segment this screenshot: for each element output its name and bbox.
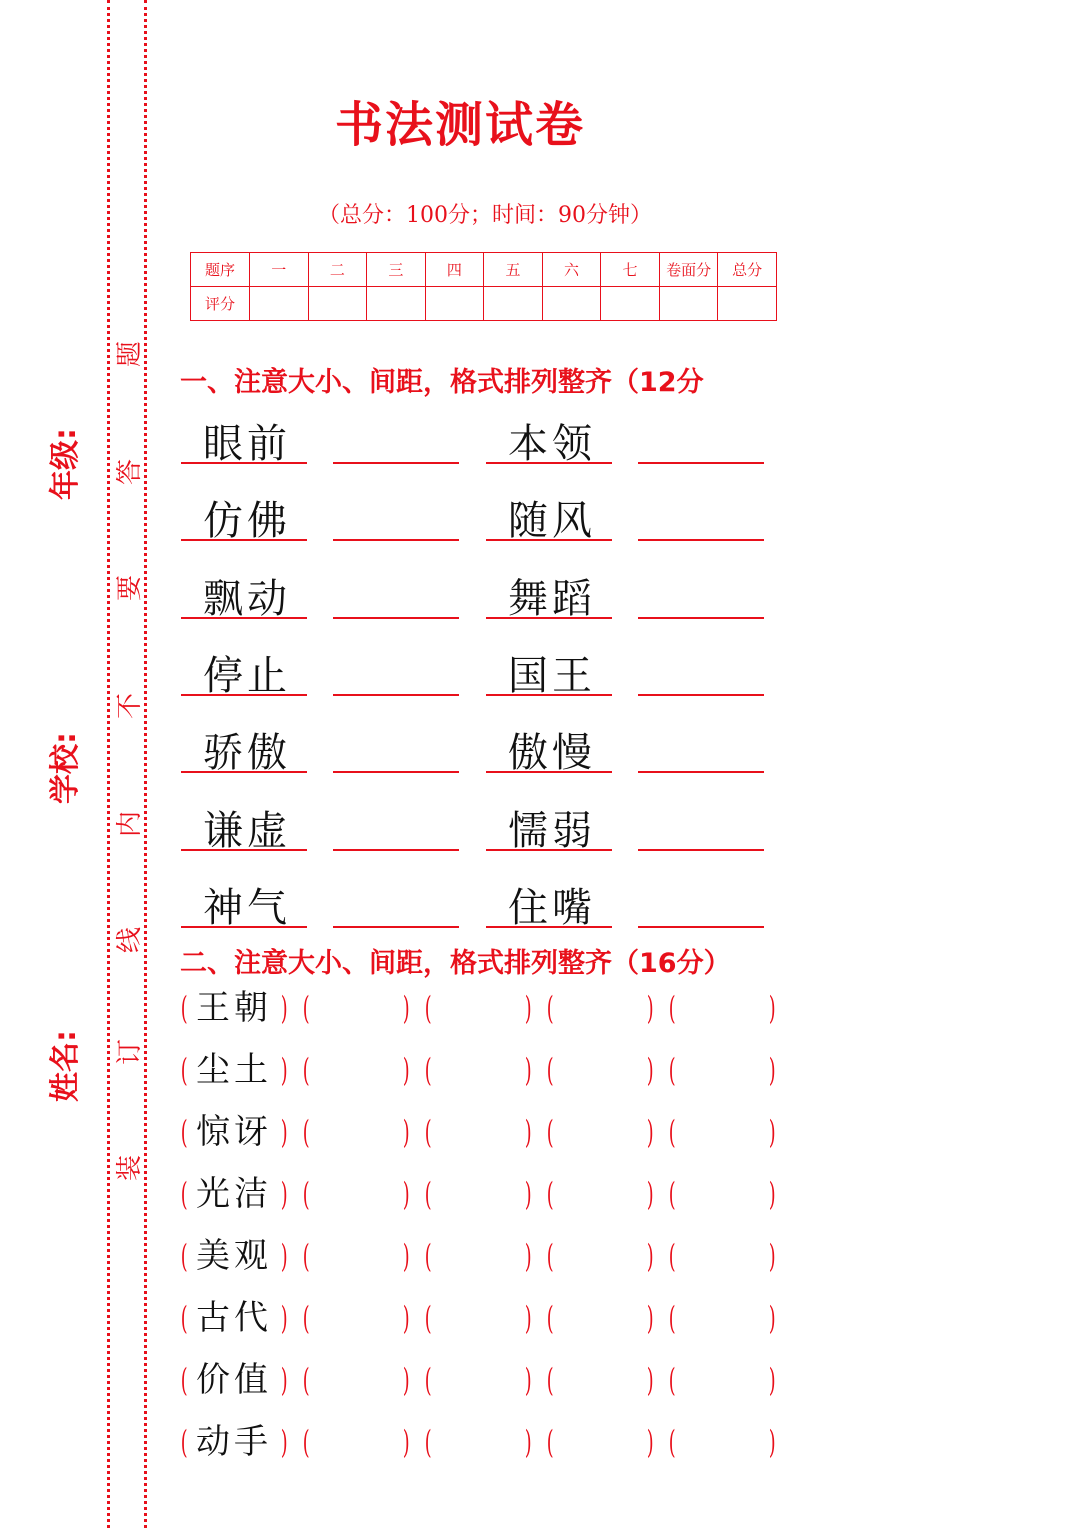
writing-box[interactable] <box>558 1114 644 1150</box>
writing-line[interactable] <box>638 539 764 541</box>
paren-open: ( <box>302 1361 310 1399</box>
score-table-header-cell: 三 <box>367 253 426 287</box>
model-word: 尘土 <box>196 1050 272 1090</box>
writing-box[interactable] <box>558 1300 644 1336</box>
paren-close: ) <box>646 1423 654 1461</box>
paren-open: ( <box>302 1113 310 1151</box>
writing-line[interactable] <box>638 462 764 464</box>
paren-open: ( <box>180 1299 188 1337</box>
writing-box[interactable] <box>680 1300 766 1336</box>
margin-field-label: 姓名: <box>48 1030 83 1102</box>
paren-close: ) <box>402 1175 410 1213</box>
score-table-header-cell: 题序 <box>191 253 250 287</box>
page-title: 书法测试卷 <box>334 97 585 153</box>
writing-box[interactable] <box>558 1238 644 1274</box>
paren-open: ( <box>546 1175 554 1213</box>
writing-box[interactable] <box>558 1176 644 1212</box>
model-word: 眼前 <box>203 421 291 467</box>
model-word: 本领 <box>508 421 596 467</box>
model-word: 国王 <box>508 653 596 699</box>
score-cell[interactable] <box>542 287 601 321</box>
writing-box[interactable] <box>680 1052 766 1088</box>
writing-line[interactable] <box>333 849 459 851</box>
writing-box[interactable] <box>680 1238 766 1274</box>
paren-close: ) <box>402 1423 410 1461</box>
seal-line-char: 要 <box>115 575 145 602</box>
paren-open: ( <box>668 1175 676 1213</box>
model-word-underline <box>181 926 307 928</box>
model-word-underline <box>486 539 612 541</box>
model-word-underline <box>181 771 307 773</box>
model-word: 飘动 <box>203 576 291 622</box>
model-word: 神气 <box>203 885 291 931</box>
paren-open: ( <box>424 1361 432 1399</box>
model-word: 美观 <box>196 1236 272 1276</box>
model-word-underline <box>181 617 307 619</box>
paren-open: ( <box>546 1299 554 1337</box>
writing-box[interactable] <box>558 1052 644 1088</box>
paren-close: ) <box>280 1423 288 1461</box>
model-word-underline <box>486 462 612 464</box>
paren-open: ( <box>424 1051 432 1089</box>
writing-box[interactable] <box>314 1114 400 1150</box>
paren-open: ( <box>180 1175 188 1213</box>
paren-open: ( <box>546 1113 554 1151</box>
writing-box[interactable] <box>436 1238 522 1274</box>
seal-line-char: 线 <box>115 927 145 954</box>
seal-line-char: 答 <box>115 459 145 486</box>
paren-close: ) <box>402 1051 410 1089</box>
paren-open: ( <box>668 1237 676 1275</box>
score-table-score-row <box>191 287 777 321</box>
paren-close: ) <box>768 1237 776 1275</box>
paren-close: ) <box>524 1175 532 1213</box>
paren-open: ( <box>180 1051 188 1089</box>
model-word-underline <box>181 694 307 696</box>
score-cell[interactable] <box>718 287 777 321</box>
model-word: 舞蹈 <box>508 576 596 622</box>
paren-open: ( <box>302 989 310 1027</box>
writing-line[interactable] <box>333 462 459 464</box>
paren-close: ) <box>768 1175 776 1213</box>
model-word: 住嘴 <box>508 885 596 931</box>
model-word-underline <box>486 771 612 773</box>
writing-box[interactable] <box>314 1238 400 1274</box>
paren-open: ( <box>424 1237 432 1275</box>
seal-line-char: 不 <box>115 693 145 720</box>
model-word: 停止 <box>203 653 291 699</box>
writing-line[interactable] <box>638 771 764 773</box>
model-word: 谦虚 <box>203 808 291 854</box>
score-table-header-cell: 四 <box>425 253 484 287</box>
model-word-underline <box>486 617 612 619</box>
paren-close: ) <box>280 1299 288 1337</box>
paren-open: ( <box>668 1423 676 1461</box>
score-table-header-cell: 总分 <box>718 253 777 287</box>
score-table <box>190 252 777 321</box>
paren-close: ) <box>402 1299 410 1337</box>
paren-open: ( <box>668 1299 676 1337</box>
paren-close: ) <box>402 1113 410 1151</box>
writing-line[interactable] <box>333 539 459 541</box>
model-word: 王朝 <box>196 988 272 1028</box>
paren-open: ( <box>180 989 188 1027</box>
paren-open: ( <box>424 1423 432 1461</box>
paren-close: ) <box>768 1423 776 1461</box>
score-cell[interactable] <box>484 287 543 321</box>
paren-close: ) <box>646 1237 654 1275</box>
practice-row <box>180 1234 780 1278</box>
writing-box[interactable] <box>558 1424 644 1460</box>
paren-open: ( <box>180 1423 188 1461</box>
paren-close: ) <box>524 989 532 1027</box>
score-table-header-row <box>191 253 777 287</box>
writing-box[interactable] <box>558 990 644 1026</box>
writing-box[interactable] <box>436 1052 522 1088</box>
score-cell[interactable] <box>601 287 660 321</box>
model-word-underline <box>486 694 612 696</box>
paren-open: ( <box>424 1113 432 1151</box>
writing-box[interactable] <box>680 1424 766 1460</box>
practice-row <box>180 1420 780 1464</box>
score-cell[interactable] <box>425 287 484 321</box>
practice-row <box>180 1358 780 1402</box>
paren-close: ) <box>524 1237 532 1275</box>
paren-close: ) <box>280 1237 288 1275</box>
paren-close: ) <box>280 1361 288 1399</box>
score-cell[interactable] <box>250 287 309 321</box>
paren-close: ) <box>402 1361 410 1399</box>
paren-close: ) <box>646 1299 654 1337</box>
paren-open: ( <box>424 989 432 1027</box>
paren-open: ( <box>546 1361 554 1399</box>
paren-close: ) <box>646 1361 654 1399</box>
paren-open: ( <box>180 1237 188 1275</box>
model-word: 光洁 <box>196 1174 272 1214</box>
paren-open: ( <box>546 1237 554 1275</box>
writing-line[interactable] <box>333 617 459 619</box>
writing-box[interactable] <box>314 1176 400 1212</box>
practice-row <box>180 1296 780 1340</box>
writing-box[interactable] <box>314 1362 400 1398</box>
section1-heading: 一、注意大小、间距，格式排列整齐（12分 <box>180 367 704 398</box>
writing-box[interactable] <box>436 990 522 1026</box>
exam-info: （总分：100分；时间：90分钟） <box>318 203 652 228</box>
writing-box[interactable] <box>314 1424 400 1460</box>
score-table-row-label: 评分 <box>191 287 250 321</box>
paren-open: ( <box>546 1423 554 1461</box>
score-cell[interactable] <box>367 287 426 321</box>
paren-open: ( <box>302 1175 310 1213</box>
score-table-header-cell: 五 <box>484 253 543 287</box>
paren-close: ) <box>524 1113 532 1151</box>
writing-box[interactable] <box>680 990 766 1026</box>
binding-dotted-line-right <box>144 0 147 1528</box>
paren-close: ) <box>524 1423 532 1461</box>
writing-box[interactable] <box>558 1362 644 1398</box>
paren-close: ) <box>646 1113 654 1151</box>
paren-open: ( <box>302 1299 310 1337</box>
paren-open: ( <box>546 1051 554 1089</box>
writing-box[interactable] <box>680 1362 766 1398</box>
model-word-underline <box>486 849 612 851</box>
paren-close: ) <box>524 1051 532 1089</box>
writing-line[interactable] <box>638 694 764 696</box>
paren-open: ( <box>180 1113 188 1151</box>
model-word: 仿佛 <box>203 498 291 544</box>
writing-box[interactable] <box>680 1114 766 1150</box>
score-table-header-cell: 二 <box>308 253 367 287</box>
paren-close: ) <box>280 1113 288 1151</box>
paren-close: ) <box>646 1175 654 1213</box>
paren-open: ( <box>668 1361 676 1399</box>
paren-close: ) <box>280 989 288 1027</box>
model-word: 惊讶 <box>196 1112 272 1152</box>
writing-box[interactable] <box>436 1424 522 1460</box>
model-word: 傲慢 <box>508 730 596 776</box>
practice-row <box>180 986 780 1030</box>
model-word: 动手 <box>196 1422 272 1462</box>
seal-line-char: 题 <box>115 341 145 368</box>
writing-line[interactable] <box>638 849 764 851</box>
model-word-underline <box>181 849 307 851</box>
writing-line[interactable] <box>333 771 459 773</box>
paren-open: ( <box>424 1175 432 1213</box>
model-word: 随风 <box>508 498 596 544</box>
writing-box[interactable] <box>436 1362 522 1398</box>
score-table-header-cell: 卷面分 <box>659 253 718 287</box>
paren-close: ) <box>524 1361 532 1399</box>
writing-box[interactable] <box>680 1176 766 1212</box>
paren-open: ( <box>668 1113 676 1151</box>
paren-close: ) <box>646 989 654 1027</box>
paren-open: ( <box>180 1361 188 1399</box>
model-word-underline <box>181 462 307 464</box>
writing-line[interactable] <box>638 926 764 928</box>
paren-close: ) <box>524 1299 532 1337</box>
paren-close: ) <box>768 1361 776 1399</box>
paren-open: ( <box>668 989 676 1027</box>
seal-line-char: 装 <box>115 1155 145 1182</box>
writing-line[interactable] <box>333 926 459 928</box>
score-table-header-cell: 一 <box>250 253 309 287</box>
paren-close: ) <box>646 1051 654 1089</box>
practice-row <box>180 1110 780 1154</box>
binding-dotted-line-left <box>107 0 110 1528</box>
paren-close: ) <box>768 1051 776 1089</box>
model-word: 古代 <box>196 1298 272 1338</box>
paren-close: ) <box>280 1051 288 1089</box>
paren-close: ) <box>768 1113 776 1151</box>
writing-line[interactable] <box>333 694 459 696</box>
paren-close: ) <box>402 1237 410 1275</box>
model-word: 懦弱 <box>508 808 596 854</box>
writing-box[interactable] <box>436 1300 522 1336</box>
model-word-underline <box>181 539 307 541</box>
score-table-header-cell: 六 <box>542 253 601 287</box>
writing-box[interactable] <box>314 1300 400 1336</box>
paren-open: ( <box>424 1299 432 1337</box>
paren-close: ) <box>402 989 410 1027</box>
seal-line-char: 内 <box>115 811 145 838</box>
score-cell[interactable] <box>308 287 367 321</box>
paren-open: ( <box>302 1237 310 1275</box>
paren-open: ( <box>302 1423 310 1461</box>
paren-open: ( <box>668 1051 676 1089</box>
score-cell[interactable] <box>659 287 718 321</box>
seal-line-char: 订 <box>115 1039 145 1066</box>
paren-close: ) <box>768 1299 776 1337</box>
paren-open: ( <box>546 989 554 1027</box>
paren-close: ) <box>280 1175 288 1213</box>
practice-row <box>180 1048 780 1092</box>
model-word-underline <box>486 926 612 928</box>
writing-box[interactable] <box>436 1114 522 1150</box>
margin-field-label: 年级: <box>48 428 83 500</box>
writing-box[interactable] <box>314 1052 400 1088</box>
practice-row <box>180 1172 780 1216</box>
writing-box[interactable] <box>314 990 400 1026</box>
paren-open: ( <box>302 1051 310 1089</box>
writing-box[interactable] <box>436 1176 522 1212</box>
model-word: 价值 <box>196 1360 272 1400</box>
paren-close: ) <box>768 989 776 1027</box>
writing-line[interactable] <box>638 617 764 619</box>
section2-heading: 二、注意大小、间距，格式排列整齐（16分） <box>180 948 731 979</box>
margin-field-label: 学校: <box>48 732 83 804</box>
model-word: 骄傲 <box>203 730 291 776</box>
score-table-header-cell: 七 <box>601 253 660 287</box>
